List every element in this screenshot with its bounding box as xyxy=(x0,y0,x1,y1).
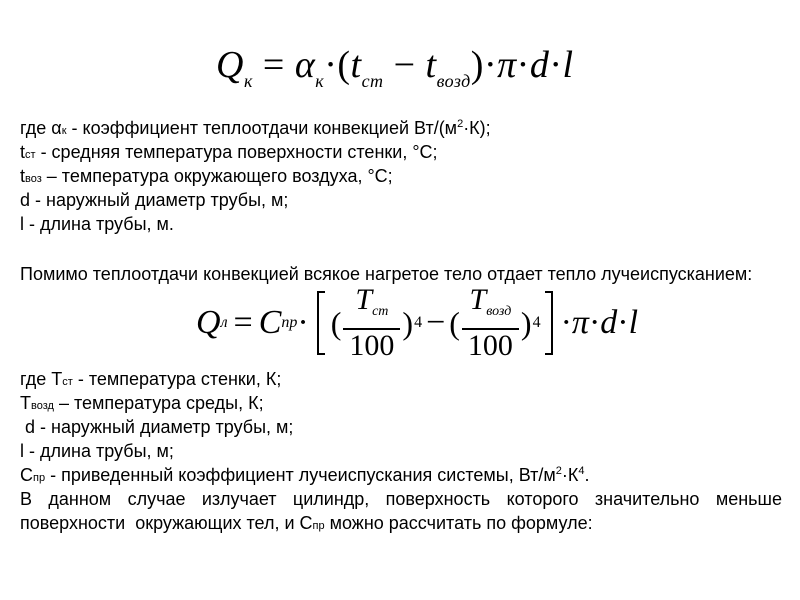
legend-line: Твозд – температура среды, К; xyxy=(20,393,264,413)
final-paragraph-line: поверхности окружающих тел, и Спр можно рассчитать по формуле: xyxy=(20,513,593,533)
formula-operator: · xyxy=(560,304,572,341)
fraction-wall-temperature: $\frac{T_{ст}}{100}$ xyxy=(343,284,400,362)
formula-symbol: d xyxy=(529,44,550,86)
formula-subscript: пр xyxy=(281,314,298,331)
formula-convection xyxy=(216,46,574,90)
formula-symbol: C xyxy=(258,304,282,341)
formula-symbol: α xyxy=(294,44,316,86)
legend-line: l - длина трубы, м. xyxy=(20,214,174,234)
formula-paren: ( xyxy=(449,305,460,341)
legend-line: d - наружный диаметр трубы, м; xyxy=(20,417,294,437)
formula-symbol: π xyxy=(571,304,589,341)
legend-radiation xyxy=(20,367,782,535)
formula-operator: · xyxy=(516,44,530,86)
formula-subscript: к xyxy=(315,71,325,91)
formula-symbol: Q xyxy=(196,304,221,341)
formula-exponent: 4 xyxy=(532,314,541,331)
formula-symbol: l xyxy=(562,44,574,86)
final-paragraph-line: В данном случае излучает цилиндр, поверхность которого значительно меньше xyxy=(20,489,782,509)
formula-subscript: л xyxy=(220,314,228,331)
formula-operator: · xyxy=(324,44,338,86)
formula-symbol: t xyxy=(350,44,362,86)
formula-operator: − xyxy=(393,44,416,86)
formula-paren: ( xyxy=(337,44,351,86)
formula-symbol: t xyxy=(425,44,437,86)
formula-exponent: 4 xyxy=(414,314,423,331)
formula-symbol: π xyxy=(497,44,517,86)
formula-operator: · xyxy=(588,304,601,341)
formula-operator: · xyxy=(483,44,498,86)
legend-line: l - длина трубы, м; xyxy=(20,441,174,461)
formula-subscript: ст xyxy=(361,71,384,91)
legend-line: Спр - приведенный коэффициент лучеиспускания системы, $Вт/м^2\cdot К^4$. xyxy=(20,465,590,485)
formula-operator: = xyxy=(233,304,253,341)
left-bracket xyxy=(317,291,325,355)
formula-radiation xyxy=(196,283,639,362)
legend-line: где αк - коэффициент теплоотдачи конвекцией $Вт/(м^2\cdot К)$; xyxy=(20,118,491,138)
legend-line: tвоз – температура окружающего воздуха, °С; xyxy=(20,166,393,186)
legend-line: tст - средняя температура поверхности стенки, °С; xyxy=(20,142,438,162)
formula-operator: · xyxy=(297,304,309,341)
formula-operator: · xyxy=(617,304,629,341)
fraction-air-temperature: $\frac{T_{возд}}{100}$ xyxy=(462,284,519,362)
formula-operator: · xyxy=(549,44,563,86)
right-bracket xyxy=(545,291,553,355)
formula-symbol: d xyxy=(600,304,618,341)
paragraph-radiation: Помимо теплоотдачи конвекцией всякое нагретое тело отдает тепло лучеиспусканием: xyxy=(20,264,753,284)
legend-line: d - наружный диаметр трубы, м; xyxy=(20,190,289,210)
formula-subscript: возд xyxy=(436,71,471,91)
formula-operator: = xyxy=(262,44,285,86)
formula-paren: ) xyxy=(520,305,532,341)
formula-subscript: к xyxy=(243,71,253,91)
formula-paren: ) xyxy=(402,305,414,341)
formula-symbol: l xyxy=(628,304,639,341)
legend-line: где Тст - температура стенки, К; xyxy=(20,369,282,389)
formula-paren: ( xyxy=(330,305,342,341)
legend-convection xyxy=(20,116,782,236)
formula-paren: ) xyxy=(470,44,484,86)
formula-symbol: Q xyxy=(216,44,244,86)
formula-operator: − xyxy=(426,304,446,341)
